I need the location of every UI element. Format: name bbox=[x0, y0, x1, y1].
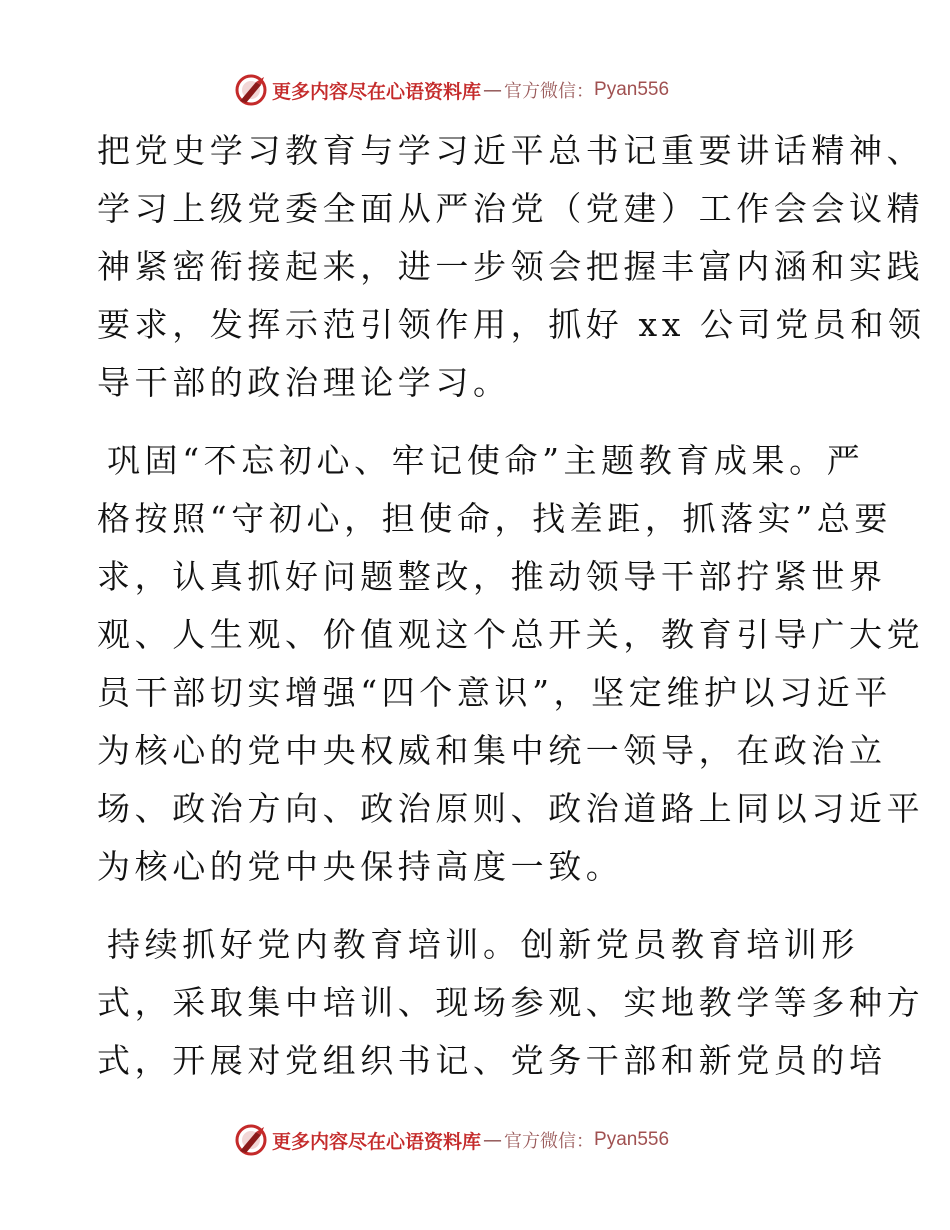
watermark-brand: 更多内容尽在心语资料库 bbox=[272, 80, 482, 103]
text-line: 求，认真抓好问题整改，推动领导干部拧紧世界 bbox=[97, 557, 887, 596]
quill-pen-logo-icon bbox=[234, 1123, 268, 1157]
footer-watermark bbox=[234, 1122, 669, 1158]
watermark-wechat-id: Pyan556 bbox=[594, 79, 670, 100]
text-line: 学习上级党委全面从严治党（党建）工作会会议精 bbox=[97, 189, 925, 228]
text-line: 员干部切实增强“四个意识”，坚定维护以习近平 bbox=[97, 673, 892, 712]
document-body bbox=[97, 122, 926, 1110]
text-line: 把党史学习教育与学习近平总书记重要讲话精神、 bbox=[97, 131, 925, 170]
text-line: 为核心的党中央权威和集中统一领导，在政治立 bbox=[97, 731, 887, 770]
text-line: 巩固“不忘初心、牢记使命”主题教育成果。严 bbox=[107, 441, 865, 480]
text-line: 要求，发挥示范引领作用，抓好 xx 公司党员和领 bbox=[97, 305, 926, 344]
paragraph-3 bbox=[97, 916, 925, 1090]
text-line: 神紧密衔接起来，进一步领会把握丰富内涵和实践 bbox=[97, 247, 925, 286]
text-line: 持续抓好党内教育培训。创新党员教育培训形 bbox=[107, 925, 859, 964]
paragraph-1 bbox=[97, 122, 926, 412]
text-line: 观、人生观、价值观这个总开关，教育引导广大党 bbox=[97, 615, 925, 654]
paragraph-2 bbox=[97, 432, 925, 896]
watermark-label: 官方微信： bbox=[504, 81, 595, 102]
watermark-separator: — bbox=[483, 79, 503, 101]
text-line: 为核心的党中央保持高度一致。 bbox=[97, 847, 624, 886]
text-line: 导干部的政治理论学习。 bbox=[97, 363, 511, 402]
quill-pen-logo-icon bbox=[234, 73, 268, 107]
watermark-brand: 更多内容尽在心语资料库 bbox=[272, 1130, 482, 1153]
watermark-separator: — bbox=[483, 1129, 503, 1151]
text-line: 场、政治方向、政治原则、政治道路上同以习近平 bbox=[97, 789, 925, 828]
watermark-wechat-id: Pyan556 bbox=[594, 1129, 670, 1150]
header-watermark bbox=[234, 72, 669, 108]
watermark-label: 官方微信： bbox=[504, 1131, 595, 1152]
text-line: 式，采取集中培训、现场参观、实地教学等多种方 bbox=[97, 983, 925, 1022]
text-line: 式，开展对党组织书记、党务干部和新党员的培 bbox=[97, 1041, 887, 1080]
text-line: 格按照“守初心，担使命，找差距，抓落实”总要 bbox=[97, 499, 892, 538]
